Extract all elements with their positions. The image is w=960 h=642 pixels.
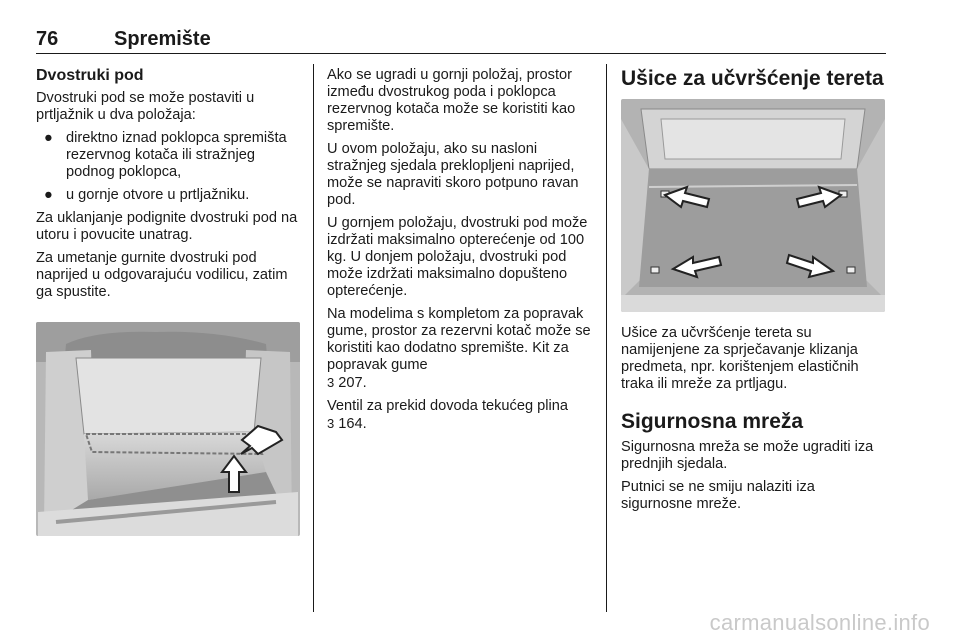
column-1 <box>36 67 302 307</box>
page-title: Spremište <box>114 28 211 50</box>
bullet-list <box>36 130 302 204</box>
column-divider-1 <box>313 64 314 612</box>
page-number: 76 <box>36 28 59 50</box>
cross-reference-icon: 3 <box>327 375 335 390</box>
watermark: carmanualsonline.info <box>709 610 930 635</box>
upper-position-text: Ako se ugradi u gornji položaj, prostor između dvostrukog poda i poklopca rezervnog kotača može se koristiti kao spremište. <box>327 67 576 134</box>
lpg-valve-text: Ventil za prekid dovoda tekućeg plina 3 164. <box>327 398 568 432</box>
column-divider-2 <box>606 64 607 612</box>
column-3-lower <box>621 325 887 519</box>
folded-seats-text: U ovom položaju, ako su nasloni stražnjeg sjedala preklopljeni naprijed, može se napraviti skoro potpuno ravan pod. <box>327 141 579 208</box>
column-3 <box>621 66 887 92</box>
section-heading-safety-net: Sigurnosna mreža <box>621 410 804 433</box>
intro-text: Dvostruki pod se može postaviti u prtljažnik u dva položaja: <box>36 90 255 123</box>
safety-net-install-text: Sigurnosna mreža se može ugraditi iza prednjih sjedala. <box>621 439 874 472</box>
safety-net-warning-text: Putnici se ne smiju nalaziti iza sigurnosne mreže. <box>621 479 815 512</box>
page-reference[interactable]: 207. <box>338 375 367 391</box>
list-item: ● direktno iznad poklopca spremišta rezervnog kotača ili stražnjeg podnog poklopca, <box>44 130 287 180</box>
tie-down-eyes-photo <box>621 99 885 312</box>
header-rule <box>36 53 886 54</box>
section-heading-double-floor: Dvostruki pod <box>36 67 144 84</box>
insert-instructions: Za umetanje gurnite dvostruki pod naprijed u odgovarajuću vodilicu, zatim ga spustite. <box>36 250 288 300</box>
max-load-text: U gornjem položaju, dvostruki pod može izdržati maksimalno opterećenje od 100 kg. U donjem položaju, dvostruki pod može izdržati maksimalno dopušteno opterećenje. <box>327 215 588 299</box>
page-reference[interactable]: 164. <box>338 416 367 432</box>
section-heading-tie-down-eyes: Ušice za učvršćenje tereta <box>621 67 884 90</box>
bullet-icon: ● <box>44 130 53 146</box>
cross-reference-icon: 3 <box>327 416 335 431</box>
bullet-icon: ● <box>44 187 53 203</box>
tie-down-eyes-text: Ušice za učvršćenje tereta su namijenjene za sprječavanje klizanja predmeta, npr. korištenjem elastičnih traka ili mreže za prtljagu. <box>621 325 859 392</box>
remove-instructions: Za uklanjanje podignite dvostruki pod na utoru i povucite unatrag. <box>36 210 298 243</box>
trunk-double-floor-photo <box>36 322 300 536</box>
list-item: ● u gornje otvore u prtljažniku. <box>44 187 250 203</box>
tyre-repair-text: Na modelima s kompletom za popravak gume, prostor za rezervni kotač može se koristiti kao dodatno spremište. Kit za popravak gume 3 207. <box>327 306 591 391</box>
column-2 <box>327 67 595 439</box>
